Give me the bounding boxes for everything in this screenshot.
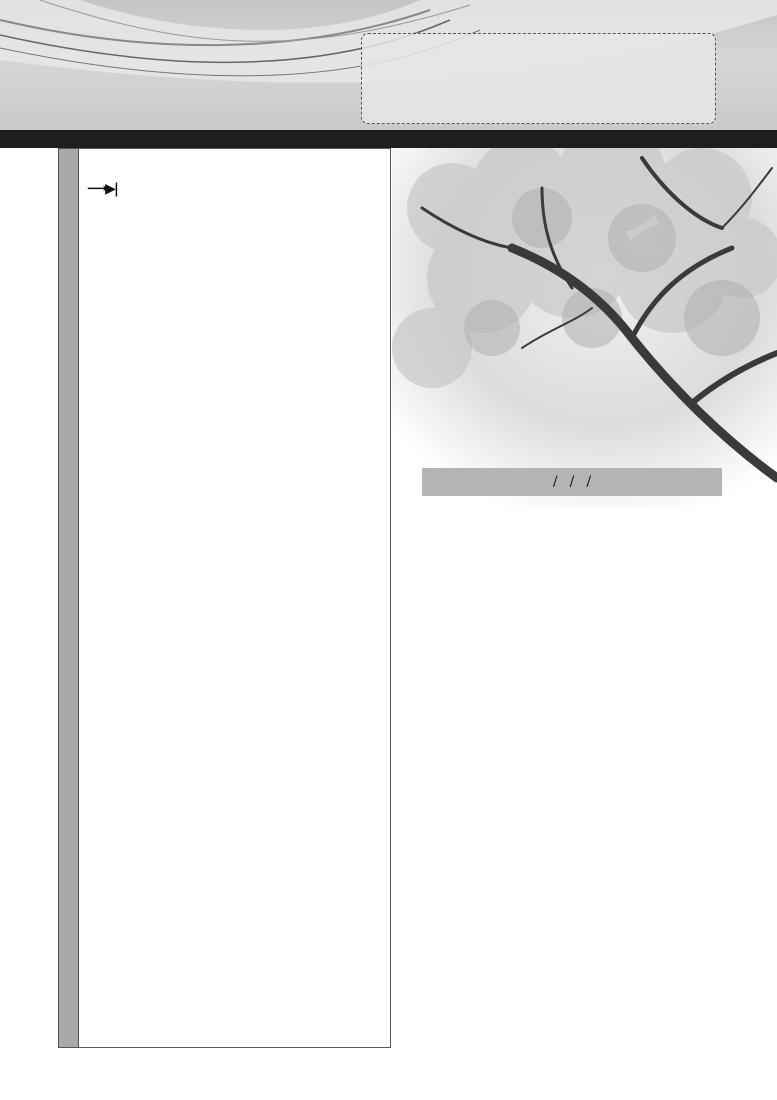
toc-side-strip	[59, 149, 79, 1047]
header	[0, 0, 777, 132]
toc-panel	[58, 148, 391, 1048]
slash-divider: /	[569, 474, 575, 490]
double-arrow-icon: ⟶▶|	[87, 181, 117, 197]
contents-bar	[0, 130, 777, 148]
tree-illustration	[392, 148, 777, 508]
slash-divider: /	[586, 474, 592, 490]
toc-content	[87, 159, 383, 197]
disclaimer-box	[361, 33, 716, 124]
contact-info	[436, 518, 766, 538]
brand-bar	[422, 468, 722, 496]
international-note	[87, 181, 383, 197]
slash-divider: /	[552, 474, 558, 490]
